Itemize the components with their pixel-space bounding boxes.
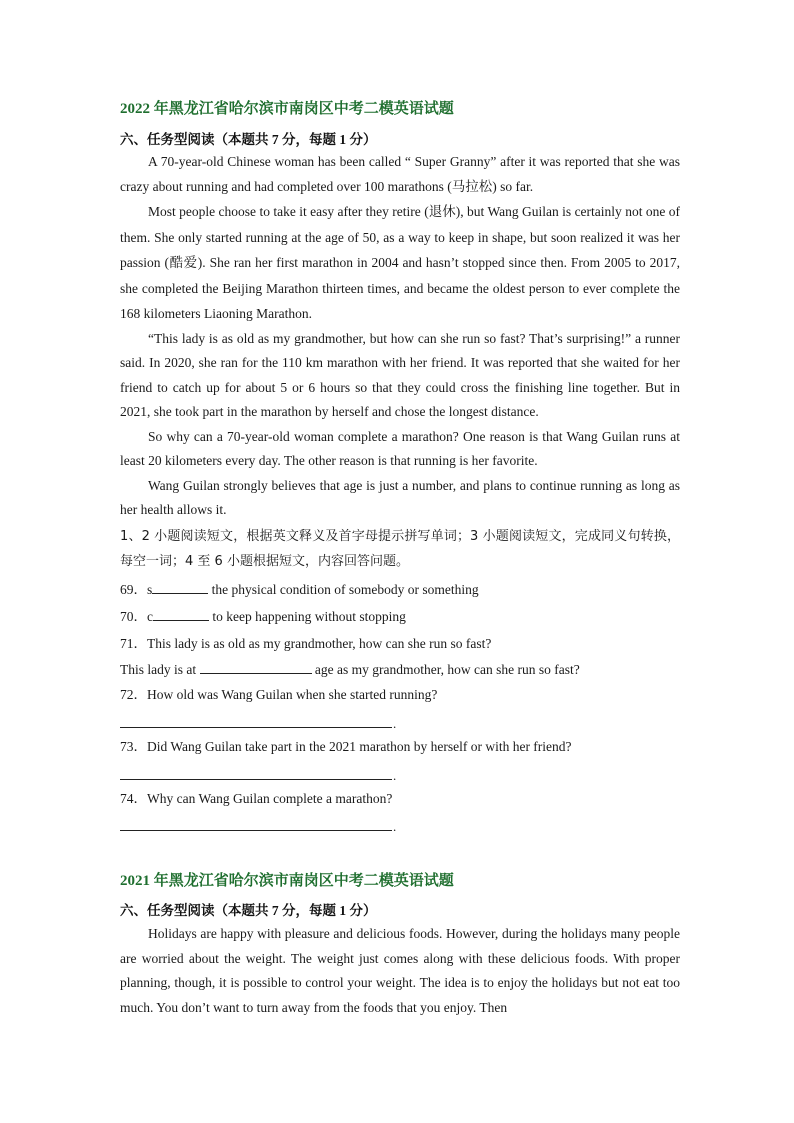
- instructions-text: 1、2 小题阅读短文，根据英文释义及首字母提示拼写单词；3 小题阅读短文，完成同义句转换，每空一词；4 至 6 小题根据短文，内容回答问题。: [120, 529, 680, 569]
- question-text: to keep happening without stopping: [209, 609, 406, 624]
- period: .: [393, 716, 397, 731]
- answer-blank[interactable]: [153, 607, 209, 621]
- question-71-rewrite: [120, 658, 580, 682]
- section-heading: 六、任务型阅读（本题共 7 分，每题 1 分）: [120, 903, 377, 918]
- question-74: 74．Why can Wang Guilan complete a marathon?: [120, 791, 393, 806]
- paragraph: A 70-year-old Chinese woman has been called “ Super Granny” after it was reported that she was crazy about running and had completed over 100 marathons (马拉松) so far.: [120, 154, 680, 194]
- instructions: [120, 524, 680, 574]
- answer-line[interactable]: [120, 727, 392, 728]
- section-heading: 六、任务型阅读（本题共 7 分，每题 1 分）: [120, 132, 377, 147]
- period: .: [393, 819, 397, 834]
- paragraph: Most people choose to take it easy after they retire (退休), but Wang Guilan is certainly not one of them. She only started running at the age of 50, as a way to keep in shape, but soon realized it was her passion (酷爱). She ran her first marathon in 2004 and hasn’t stopped since then. From 2005 to 2017, she completed the Beijing Marathon thirteen times, and became the oldest person to ever complete the 168 kilometers Liaoning Marathon.: [120, 204, 680, 321]
- answer-line[interactable]: [120, 830, 392, 831]
- section-title-2021: 2021 年黑龙江省哈尔滨市南岗区中考二模英语试题: [120, 873, 454, 889]
- answer-blank[interactable]: [152, 580, 208, 594]
- question-text: age as my grandmother, how can she run so fast?: [311, 662, 580, 677]
- question-text: the physical condition of somebody or something: [208, 582, 479, 597]
- answer-line[interactable]: [120, 779, 392, 780]
- question-71: 71．This lady is as old as my grandmother, how can she run so fast?: [120, 636, 492, 651]
- question-72: 72．How old was Wang Guilan when she started running?: [120, 687, 438, 702]
- paragraph: Wang Guilan strongly believes that age is just a number, and plans to continue running as long as her health allows it.: [120, 477, 680, 517]
- question-70: [120, 605, 406, 629]
- section-title-2022: 2022 年黑龙江省哈尔滨市南岗区中考二模英语试题: [120, 101, 454, 117]
- question-text: This lady is at: [120, 662, 200, 677]
- question-number: 70．c: [120, 609, 153, 624]
- question-69: [120, 578, 479, 602]
- paragraph: Holidays are happy with pleasure and delicious foods. However, during the holidays many people are worried about the weight. The weight just comes along with these delicious foods. With proper planning, though, it is possible to control your weight. The idea is to enjoy the holidays but not eat too much. You don’t want to turn away from the foods that you enjoy. Then: [120, 926, 680, 1015]
- answer-blank[interactable]: [200, 660, 312, 674]
- paragraph: So why can a 70-year-old woman complete a marathon? One reason is that Wang Guilan runs at least 20 kilometers every day. The other reason is that running is her favorite.: [120, 428, 680, 468]
- passage-2021: [120, 922, 680, 1020]
- question-number: 69．s: [120, 582, 153, 597]
- question-73: 73．Did Wang Guilan take part in the 2021 marathon by herself or with her friend?: [120, 739, 572, 754]
- period: .: [393, 768, 397, 783]
- paragraph: “This lady is as old as my grandmother, but how can she run so fast? That’s surprising!” a runner said. In 2020, she ran for the 110 km marathon with her friend. It was reported that she waited for her friend to catch up for about 5 or 6 hours so that they could cross the finishing line together. But in 2021, she took part in the marathon by herself and chose the longest distance.: [120, 330, 680, 419]
- passage-2022: [120, 150, 680, 523]
